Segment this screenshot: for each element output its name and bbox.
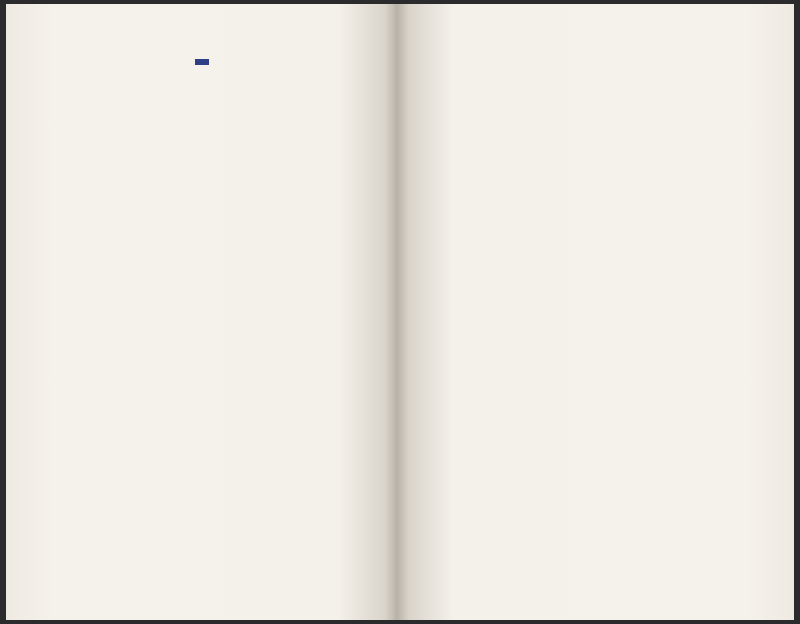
right-page bbox=[397, 4, 794, 620]
chapter-heading-wrap bbox=[6, 50, 397, 69]
chapter-heading bbox=[195, 59, 209, 65]
left-footer bbox=[32, 598, 54, 607]
book-spread bbox=[6, 4, 794, 620]
right-footer bbox=[626, 598, 648, 607]
left-page bbox=[6, 4, 397, 620]
